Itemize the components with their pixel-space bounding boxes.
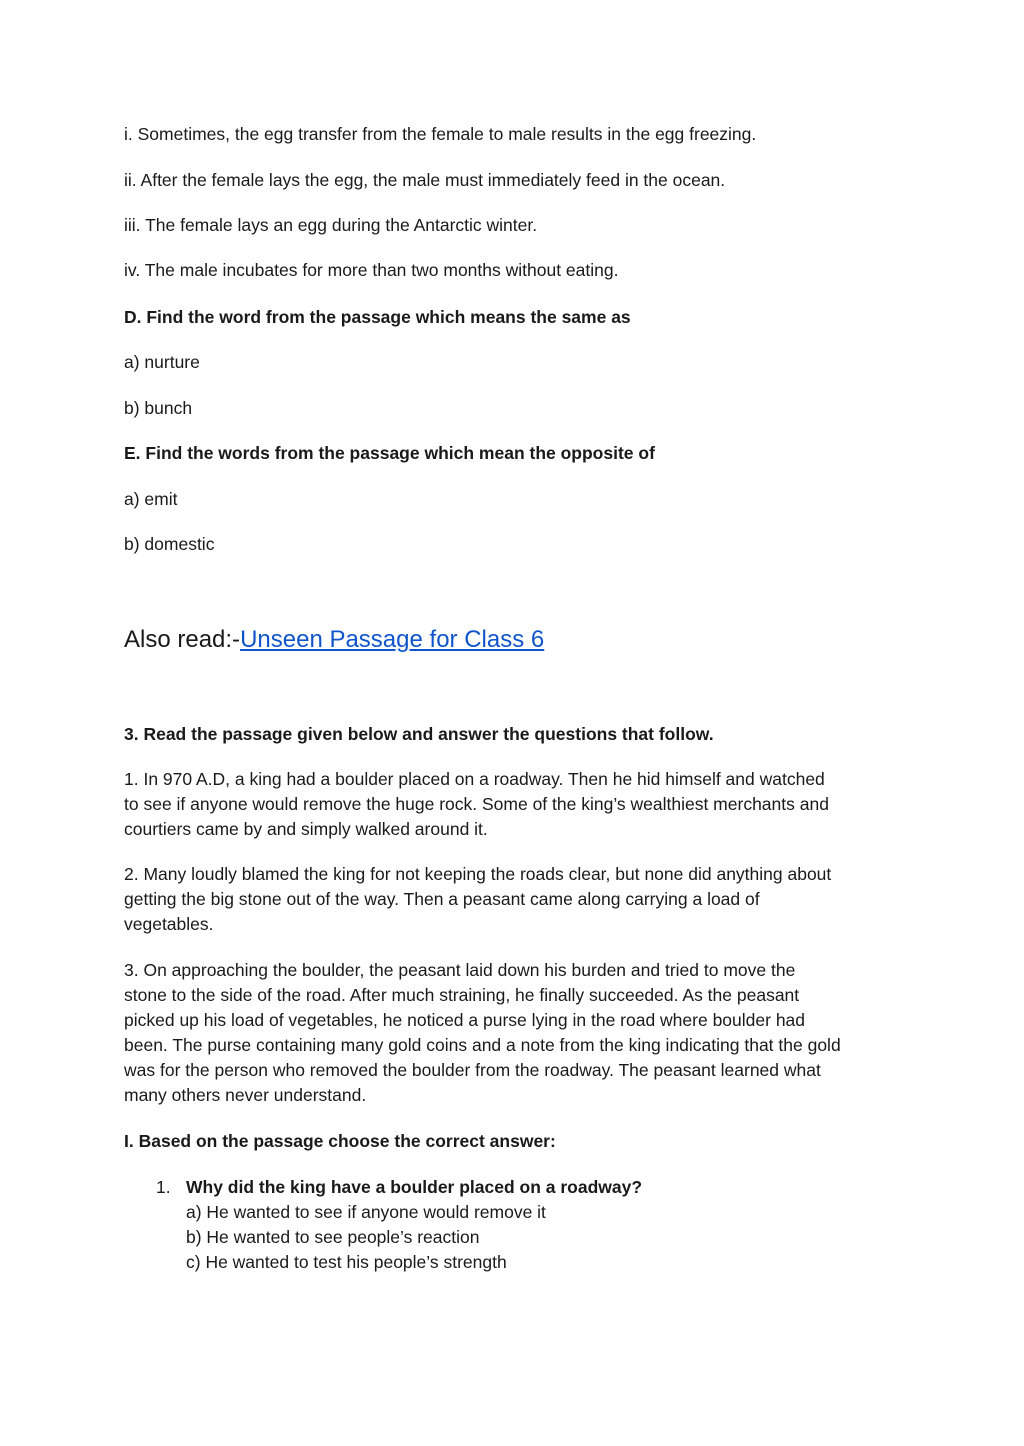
statement-iii: iii. The female lays an egg during the Antarctic winter.: [124, 215, 538, 235]
statement-i: i. Sometimes, the egg transfer from the female to male results in the egg freezing.: [124, 124, 757, 144]
paragraph-line: was for the person who removed the boulder from the roadway. The peasant learned what: [124, 1060, 821, 1080]
also-read-line: [124, 624, 544, 656]
paragraph-line: courtiers came by and simply walked around it.: [124, 819, 488, 839]
statement-iv: iv. The male incubates for more than two months without eating.: [124, 260, 619, 280]
paragraph-line: been. The purse containing many gold coins and a note from the king indicating that the gold: [124, 1035, 841, 1055]
section-i-heading: I. Based on the passage choose the correct answer:: [124, 1131, 556, 1151]
paragraph-line: many others never understand.: [124, 1085, 367, 1105]
section-e-item-b: b) domestic: [124, 534, 215, 554]
question-item: [186, 1175, 642, 1275]
paragraph-line: getting the big stone out of the way. Then a peasant came along carrying a load of: [124, 889, 760, 909]
section-e-item-a: a) emit: [124, 489, 178, 509]
paragraph-line: 3. On approaching the boulder, the peasant laid down his burden and tried to move the: [124, 960, 796, 980]
paragraph-line: 2. Many loudly blamed the king for not keeping the roads clear, but none did anything about: [124, 864, 832, 884]
paragraph-line: vegetables.: [124, 914, 214, 934]
statement-ii: ii. After the female lays the egg, the male must immediately feed in the ocean.: [124, 170, 726, 190]
question-number: 1.: [156, 1177, 171, 1197]
passage-3-paragraph-3: [124, 958, 904, 1108]
option-c: c) He wanted to test his people’s strength: [186, 1252, 507, 1272]
section-d-heading: D. Find the word from the passage which means the same as: [124, 307, 631, 327]
paragraph-line: picked up his load of vegetables, he noticed a purse lying in the road where boulder had: [124, 1010, 806, 1030]
paragraph-line: 1. In 970 A.D, a king had a boulder placed on a roadway. Then he hid himself and watched: [124, 769, 825, 789]
also-read-link[interactable]: Unseen Passage for Class 6: [240, 626, 545, 653]
paragraph-line: to see if anyone would remove the huge rock. Some of the king’s wealthiest merchants and: [124, 794, 829, 814]
passage-3-paragraph-1: [124, 767, 904, 842]
question-text: Why did the king have a boulder placed on a roadway?: [186, 1177, 643, 1197]
passage-3-paragraph-2: [124, 862, 904, 937]
option-a: a) He wanted to see if anyone would remove it: [186, 1202, 546, 1222]
section-d-item-b: b) bunch: [124, 398, 193, 418]
paragraph-line: stone to the side of the road. After much straining, he finally succeeded. As the peasant: [124, 985, 800, 1005]
passage-3-heading: 3. Read the passage given below and answer the questions that follow.: [124, 724, 714, 744]
section-d-item-a: a) nurture: [124, 352, 200, 372]
option-b: b) He wanted to see people’s reaction: [186, 1227, 480, 1247]
section-e-heading: E. Find the words from the passage which mean the opposite of: [124, 443, 655, 463]
also-read-prefix: Also read:-: [124, 626, 241, 653]
